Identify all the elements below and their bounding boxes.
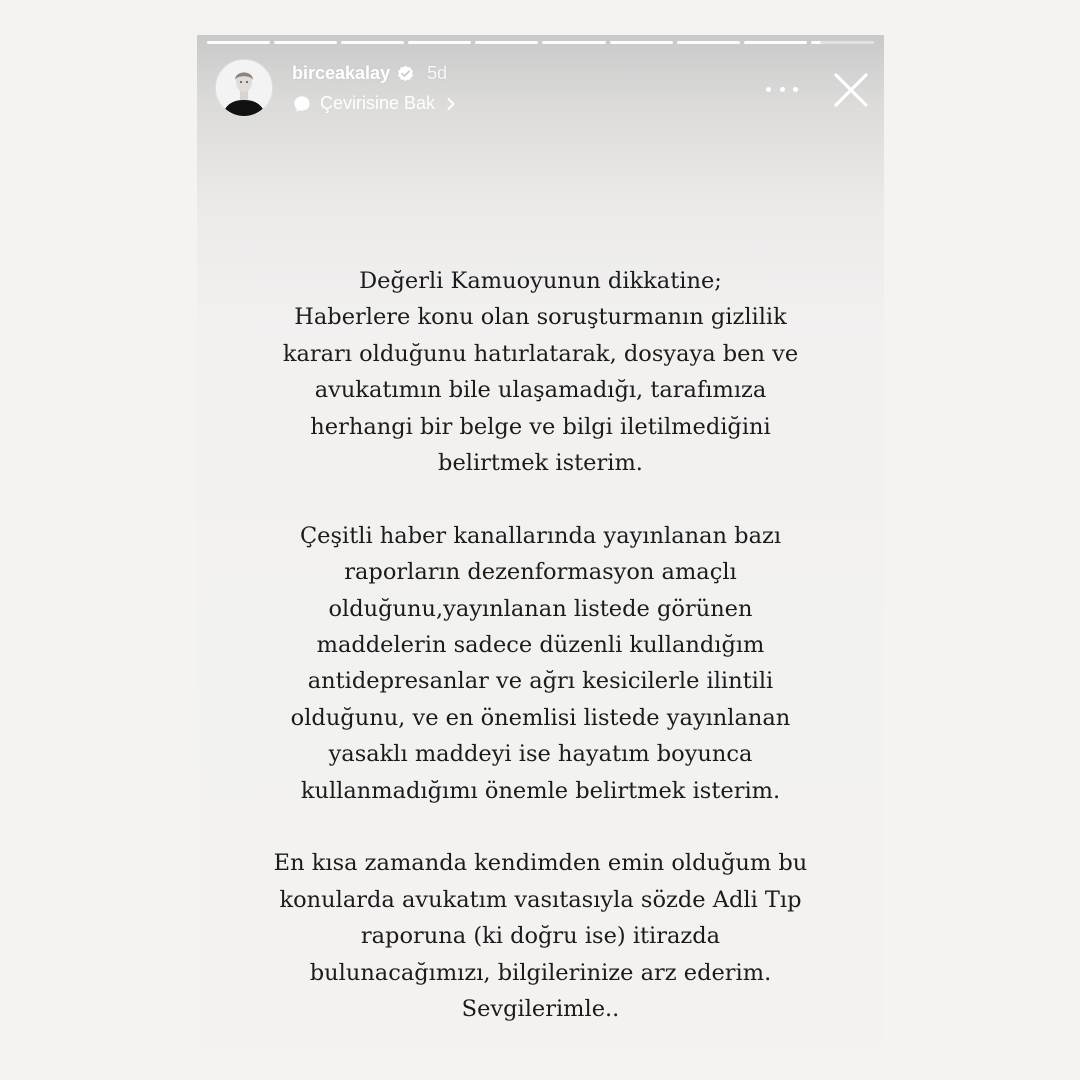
text-line: kararı olduğunu hatırlatarak, dosyaya ben ve [282,340,799,367]
progress-segment [677,41,740,44]
verified-badge-icon [397,65,414,82]
more-horizontal-icon-dot [793,87,798,92]
username[interactable]: birceakalay [292,63,391,83]
more-horizontal-icon-dot [766,87,771,92]
text-line: kullanmadığımı önemle belirtmek isterim. [300,777,781,804]
progress-segment [408,41,471,44]
text-line: Sevgilerimle.. [461,996,620,1023]
text-line: avukatımın bile ulaşamadığı, tarafımıza [314,377,767,404]
progress-segment [744,41,807,44]
paragraph-2 [217,518,864,809]
chevron-right-icon [446,97,456,111]
story-text [217,263,864,1028]
progress-segment [341,41,404,44]
progress-segment [207,41,270,44]
text-line: bulunacağımızı, bilgilerinize arz ederim. [309,959,772,986]
progress-segment [542,41,605,44]
text-line: yasaklı maddeyi ise hayatım boyunca [328,741,753,768]
text-line: konularda avukatım vasıtasıyla sözde Adli Tıp [279,886,802,913]
text-line: maddelerin sadece düzenli kullandığım [316,632,765,659]
see-translation-link[interactable] [293,93,456,114]
more-horizontal-icon-dot [780,87,785,92]
story-progress-bar [207,41,874,44]
more-options-button[interactable] [766,79,798,99]
paragraph-1 [217,263,864,481]
paragraph-3 [217,845,864,1027]
text-line: olduğunu, ve en önemlisi listede yayınlanan [290,704,791,731]
close-icon[interactable] [832,71,870,109]
see-translation-label: Çevirisine Bak [320,93,436,113]
avatar[interactable] [215,59,273,117]
text-line: belirtmek isterim. [438,450,643,477]
text-line: raporuna (ki doğru ise) itirazda [360,923,721,950]
text-line: En kısa zamanda kendimden emin olduğum bu [273,850,808,877]
account-header[interactable] [292,63,447,84]
progress-segment-current [811,41,874,44]
story-viewer[interactable] [197,35,884,1046]
text-line: antidepresanlar ve ağrı kesicilerle ilintili [307,668,774,695]
text-line: herhangi bir belge ve bilgi iletilmediğini [310,413,771,440]
text-line: olduğunu,yayınlanan listede görünen [328,595,753,622]
progress-segment [274,41,337,44]
post-time: 5d [427,63,448,83]
speech-bubble-icon [293,95,311,113]
text-line: Çeşitli haber kanallarında yayınlanan bazı [299,522,782,549]
text-line: raporların dezenformasyon amaçlı [344,559,737,586]
progress-segment [475,41,538,44]
text-line: Haberlere konu olan soruşturmanın gizlilik [294,304,787,331]
progress-segment [610,41,673,44]
text-line: Değerli Kamuoyunun dikkatine; [359,268,722,294]
